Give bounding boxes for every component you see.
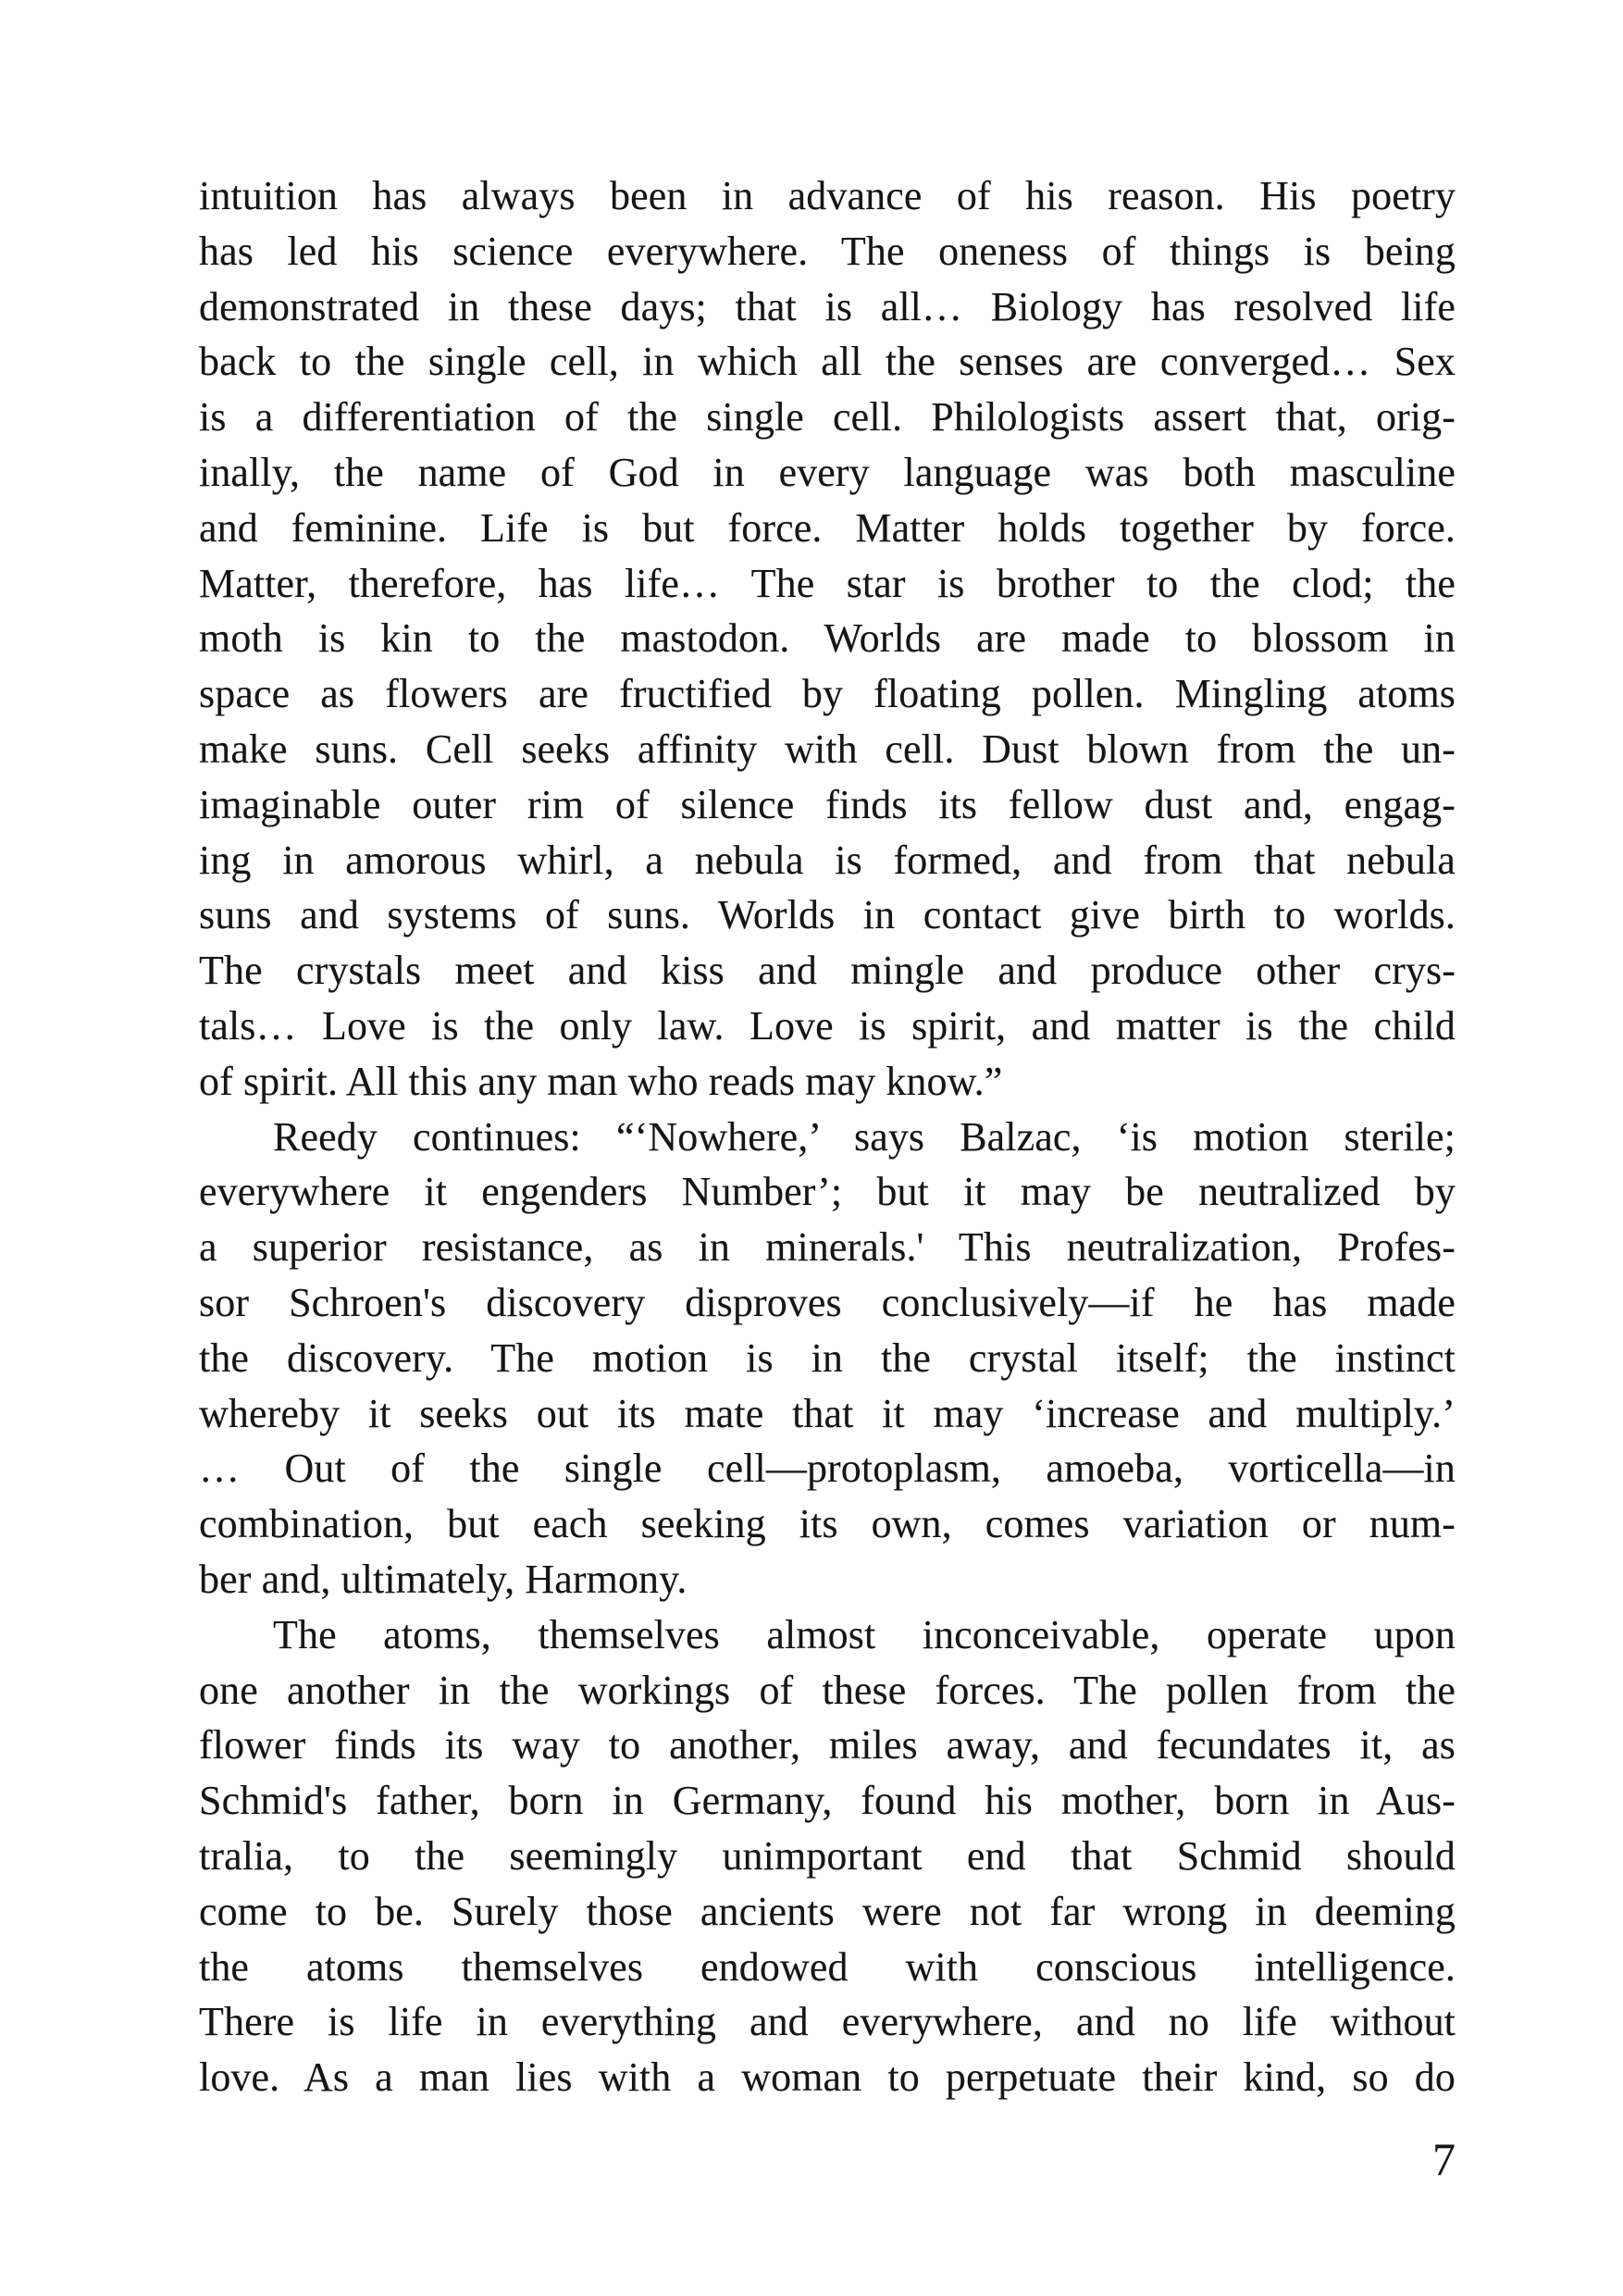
text-line: a superior resistance, as in minerals.' This neutralization, Profes- <box>199 1224 1456 1271</box>
page-text-block <box>199 168 1456 2105</box>
text-line: the discovery. The motion is in the crystal itself; the instinct <box>199 1334 1456 1381</box>
text-line: make suns. Cell seeks affinity with cell. Dust blown from the un- <box>199 726 1456 772</box>
text-line: space as flowers are fructified by floating pollen. Mingling atoms <box>199 671 1456 717</box>
text-line: The atoms, themselves almost inconceivable, operate upon <box>273 1611 1456 1657</box>
text-line: come to be. Surely those ancients were not far wrong in deeming <box>199 1888 1456 1934</box>
paragraph <box>199 168 1456 1110</box>
text-line: and feminine. Life is but force. Matter holds together by force. <box>199 504 1456 551</box>
text-line: is a differentiation of the single cell. Philologists assert that, orig- <box>199 394 1456 441</box>
text-line: love. As a man lies with a woman to perpetuate their kind, so do <box>199 2054 1456 2101</box>
text-line: one another in the workings of these forces. The pollen from the <box>199 1667 1456 1713</box>
text-line: of spirit. All this any man who reads may know.” <box>199 1058 1003 1104</box>
text-line: ber and, ultimately, Harmony. <box>199 1556 688 1602</box>
text-line: combination, but each seeking its own, comes variation or num- <box>199 1501 1456 1547</box>
paragraph <box>199 1110 1456 1607</box>
page-number: 7 <box>1432 2133 1456 2185</box>
text-line: Matter, therefore, has life… The star is brother to the clod; the <box>199 560 1456 606</box>
text-line: tralia, to the seemingly unimportant end that Schmid should <box>199 1832 1456 1879</box>
text-line: back to the single cell, in which all the senses are converged… Sex <box>199 339 1456 385</box>
text-line: everywhere it engenders Number’; but it may be neutralized by <box>199 1169 1456 1215</box>
text-line: the atoms themselves endowed with conscious intelligence. <box>199 1943 1456 1990</box>
text-line: flower finds its way to another, miles away, and fecundates it, as <box>199 1722 1456 1769</box>
text-line: The crystals meet and kiss and mingle and produce other crys- <box>199 948 1456 994</box>
text-line: ing in amorous whirl, a nebula is formed, and from that nebula <box>199 837 1456 883</box>
text-line: moth is kin to the mastodon. Worlds are made to blossom in <box>199 615 1456 662</box>
paragraph <box>199 1607 1456 2105</box>
text-line: tals… Love is the only law. Love is spirit, and matter is the child <box>199 1002 1456 1049</box>
text-line: sor Schroen's discovery disproves conclusively—if he has made <box>199 1279 1456 1325</box>
text-line: Schmid's father, born in Germany, found his mother, born in Aus- <box>199 1778 1456 1824</box>
text-line: There is life in everything and everywhere, and no life without <box>199 1999 1456 2045</box>
text-line: imaginable outer rim of silence finds its fellow dust and, engag- <box>199 781 1456 827</box>
text-line: has led his science everywhere. The oneness of things is being <box>199 228 1456 274</box>
text-line: suns and systems of suns. Worlds in contact give birth to worlds. <box>199 892 1456 938</box>
text-line: whereby it seeks out its mate that it may ‘increase and multiply.’ <box>199 1390 1456 1436</box>
text-line: demonstrated in these days; that is all… Biology has resolved life <box>199 283 1456 329</box>
text-line: Reedy continues: “‘Nowhere,’ says Balzac, ‘is motion sterile; <box>273 1113 1456 1160</box>
text-line: intuition has always been in advance of his reason. His poetry <box>199 173 1456 218</box>
text-line: inally, the name of God in every language was both masculine <box>199 449 1456 495</box>
text-line: … Out of the single cell—protoplasm, amoeba, vorticella—in <box>199 1446 1456 1492</box>
